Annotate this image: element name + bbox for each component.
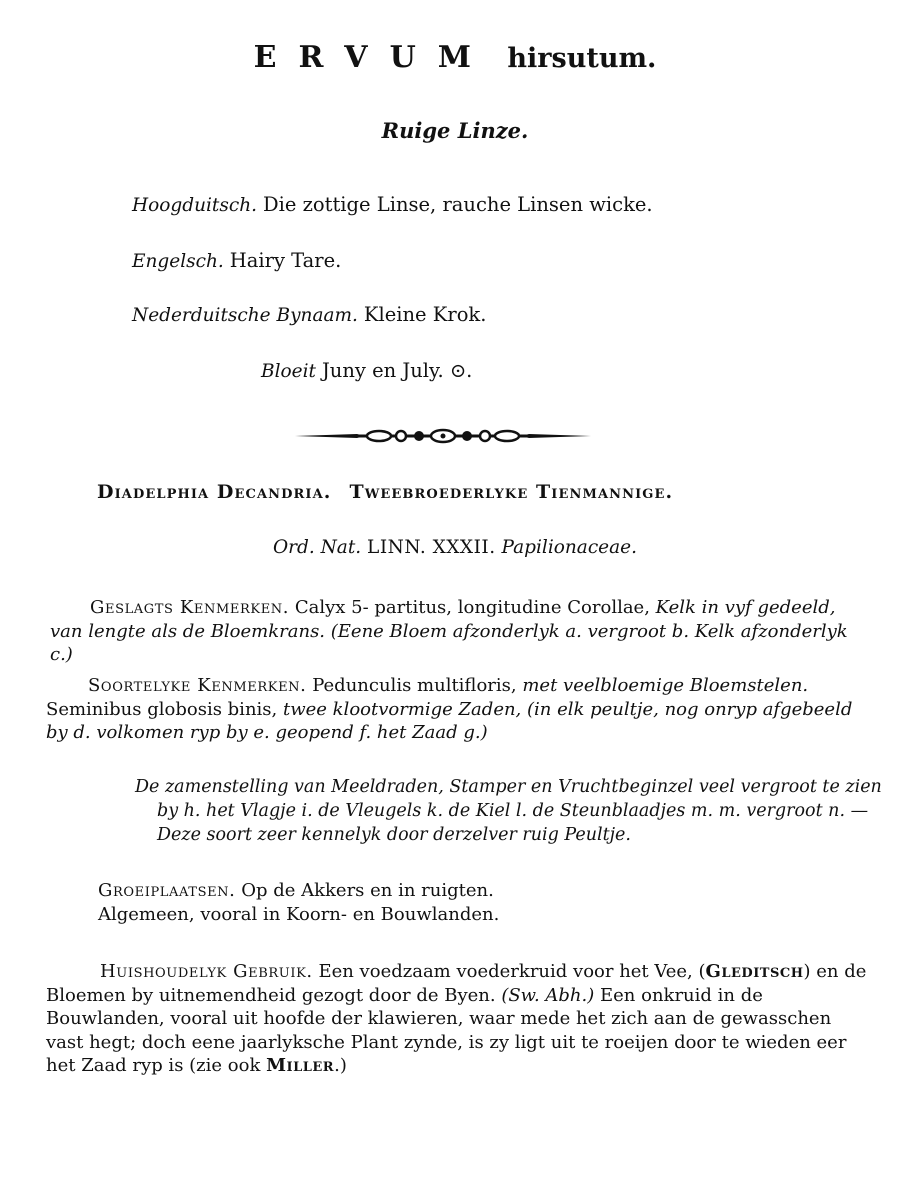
flowering-value: Juny en July. ⊙.: [321, 359, 473, 382]
section-heading: Soortelyke Kenmerken.: [88, 675, 307, 696]
name-value: Kleine Krok.: [363, 303, 487, 326]
page-title: [0, 40, 910, 75]
section-heading: Geslagts Kenmerken.: [90, 597, 290, 618]
name-hoogduitsch: [132, 193, 653, 216]
illustration-note: De zamenstelling van Meeldraden, Stamper en Vruchtbeginzel veel vergroot te zien by h. het Vlagje i. de Vleugels k. de Kiel l. de Steunblaadjes m. m. vergroot n. — Deze soort zeer kennelyk door derzelver ruig Peultje.: [135, 777, 882, 845]
order-linn: LINN. XXXII.: [367, 537, 496, 558]
genus-dutch: Kelk in vyf gedeeld, van lengte als de Bloemkrans. (Eene Bloem afzonderlyk a. vergroot b. Kelk afzonderlyk c.): [50, 597, 848, 665]
use-reference: (Sw. Abh.): [501, 984, 595, 1006]
habitat-line-2: Algemeen, vooral in Koorn- en Bouwlanden.: [98, 903, 500, 925]
dutch-common-name: Ruige Linze.: [381, 118, 529, 143]
linnaean-class: [97, 481, 673, 503]
section-heading: Huishoudelyk Gebruik.: [100, 961, 313, 982]
genus-name: ERVUM: [253, 40, 493, 75]
species-dutch-2: twee klootvormige Zaden, (in elk peultje, nog onryp afgebeeld by d. volkomen ryp by e. geopend f. het Zaad g.): [46, 698, 853, 743]
flowering-period: [261, 359, 472, 382]
name-label: Hoogduitsch.: [132, 195, 258, 216]
class-latin: Diadelphia Decandria.: [97, 481, 332, 503]
name-label: Engelsch.: [132, 251, 224, 272]
name-engelsch: [132, 249, 341, 272]
name-label: Nederduitsche Bynaam.: [132, 305, 358, 326]
genus-latin: Calyx 5- partitus, longitudine Corollae,: [294, 597, 650, 618]
name-value: Hairy Tare.: [229, 249, 342, 272]
genus-characters: [50, 596, 865, 667]
use-author-gleditsch: Gleditsch: [705, 961, 804, 982]
species-dutch-1: met veelbloemige Bloemstelen.: [522, 675, 809, 696]
economic-use: [46, 960, 874, 1078]
name-nederduitsch: [132, 303, 486, 326]
species-characters: [46, 674, 866, 745]
name-value: Die zottige Linse, rauche Linsen wicke.: [263, 193, 653, 216]
habitat: [98, 879, 798, 926]
ornament-divider: [295, 428, 591, 444]
species-latin-2: Seminibus globosis binis,: [46, 698, 278, 720]
species-latin-1: Pedunculis multifloris,: [312, 675, 517, 696]
class-dutch: Tweebroederlyke Tienmannige.: [349, 481, 674, 503]
section-heading: Groeiplaatsen.: [98, 880, 236, 901]
use-text-4: .): [334, 1055, 347, 1076]
order-name: Papilionaceae.: [501, 537, 637, 558]
natural-order: [0, 537, 910, 558]
flowering-label: Bloeit: [261, 361, 316, 382]
species-name: hirsutum.: [507, 43, 657, 74]
habitat-line-1: Op de Akkers en in ruigten.: [241, 880, 494, 901]
use-author-miller: Miller: [266, 1055, 335, 1076]
use-text-3: Een onkruid in de Bouwlanden, vooral uit hoofde der klawieren, waar mede het zich aan de gewasschen vast hegt; doch eene jaarlyksche Plant zynde, is zy ligt uit te roeijen door te wieden eer het Zaad ryp is (zie ook: [46, 984, 847, 1076]
use-text-2: ) en de Bloemen by uitnemendheid gezogt door de Byen.: [46, 961, 867, 1006]
use-text-1: Een voedzaam voederkruid voor het Vee, (: [318, 961, 706, 982]
order-prefix: Ord. Nat.: [273, 537, 362, 558]
